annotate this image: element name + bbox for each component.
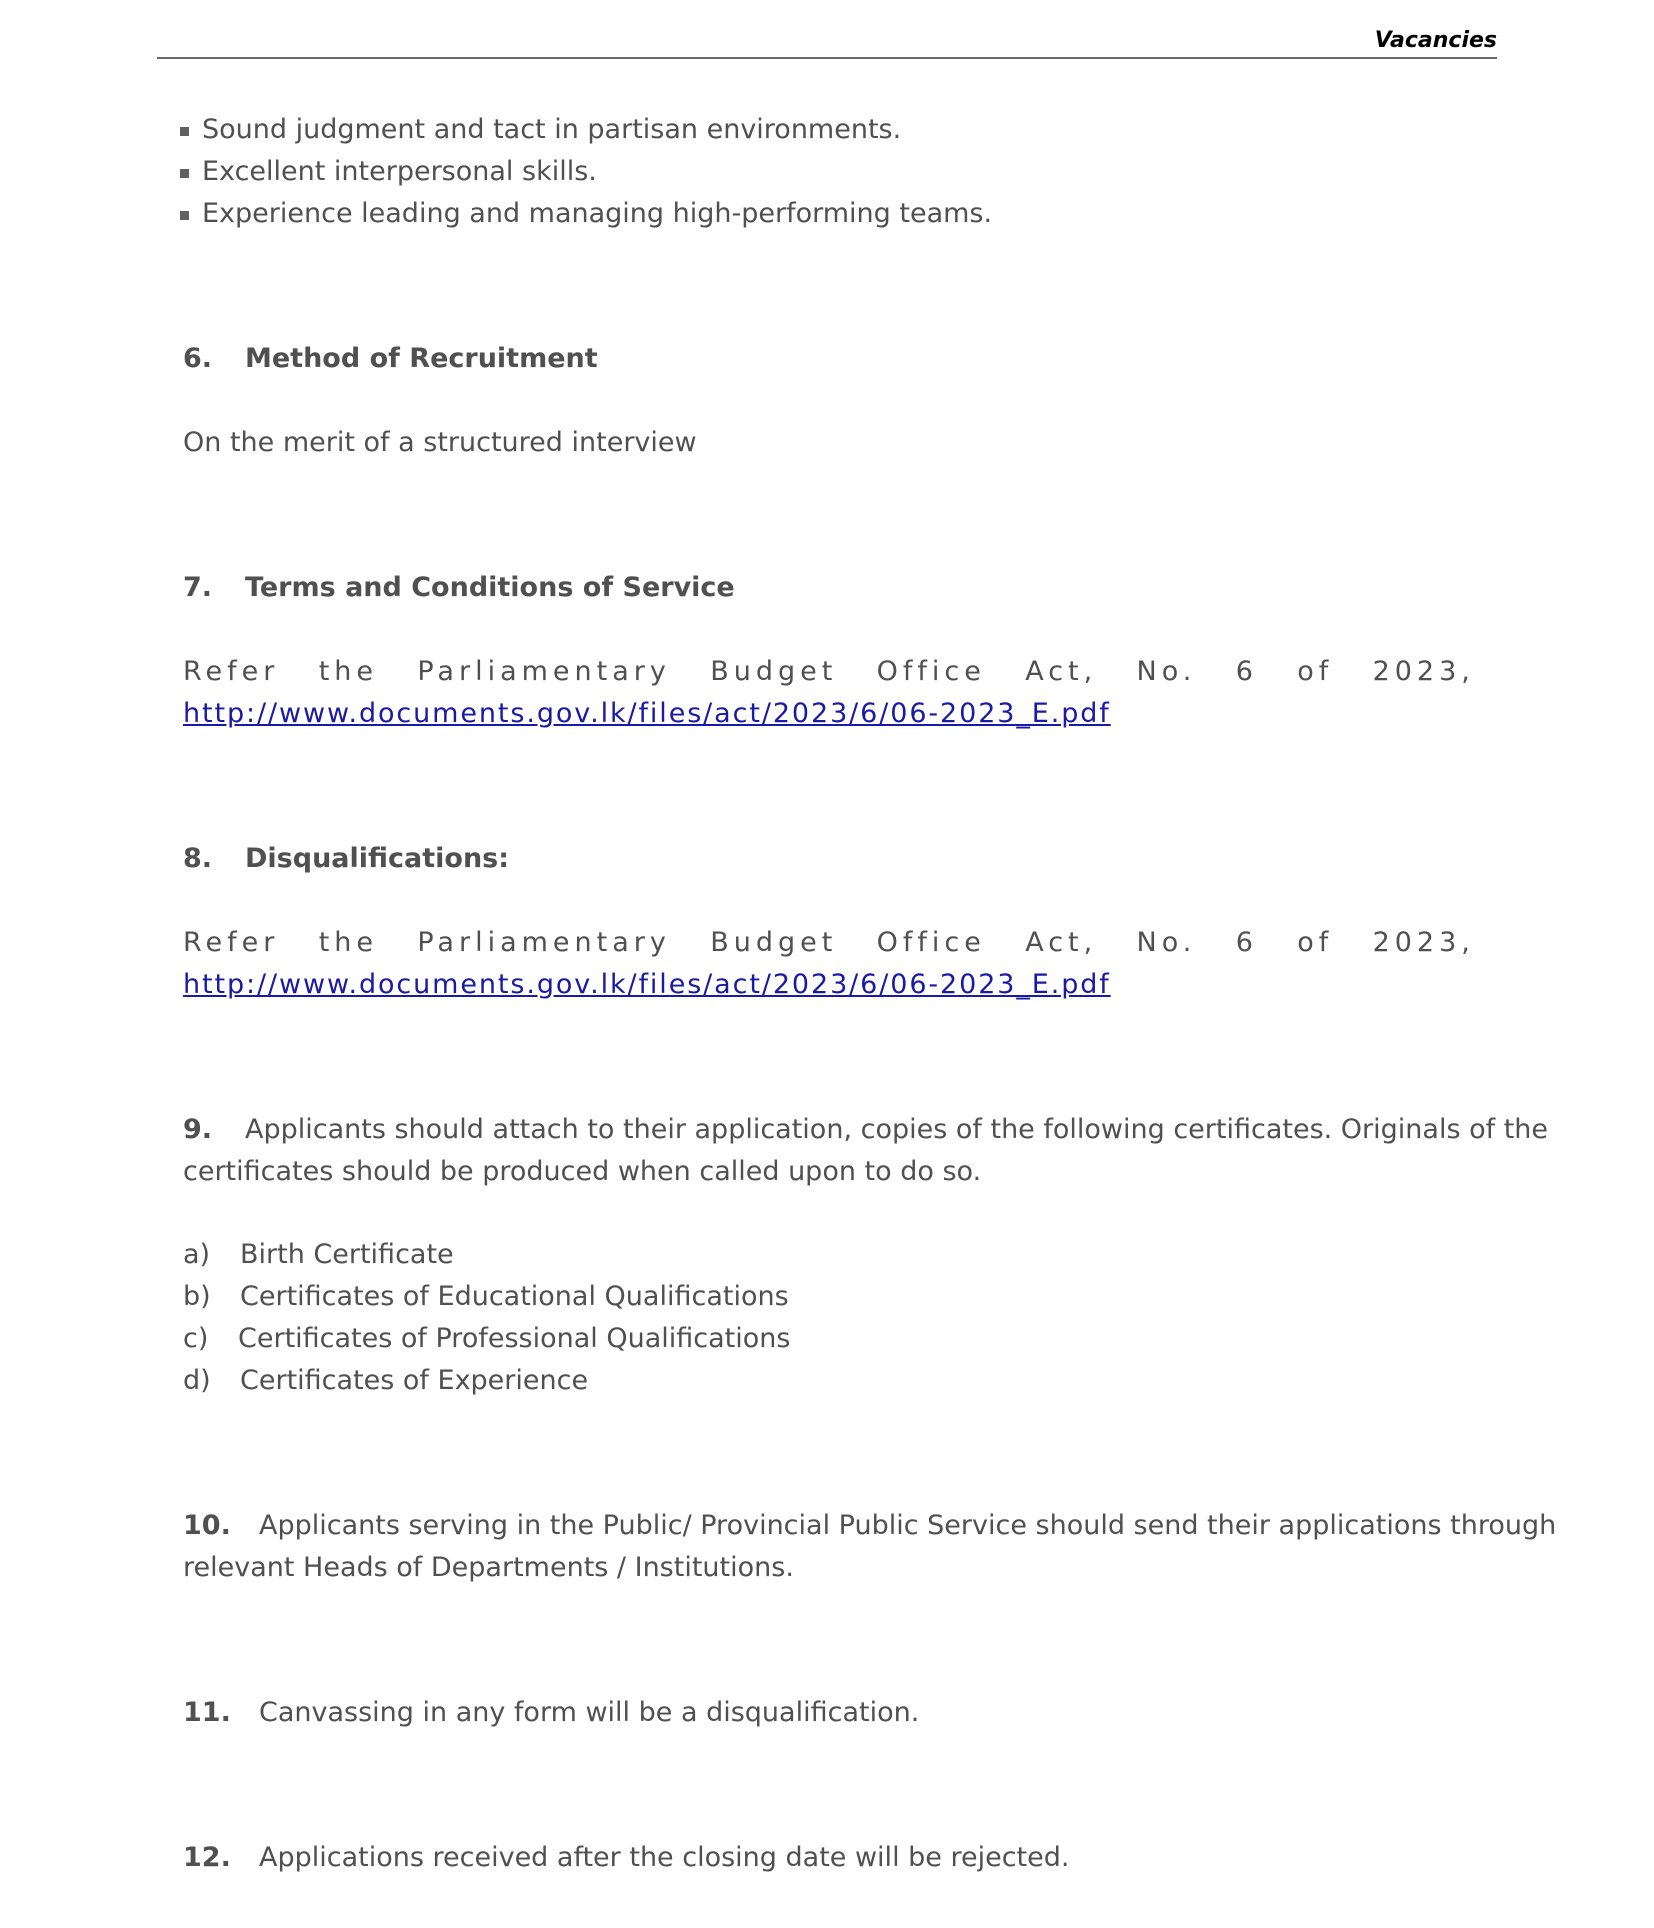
- section-9-line-1: [183, 1109, 1548, 1151]
- word: of: [1297, 927, 1334, 958]
- word: Budget: [710, 656, 838, 687]
- word: of: [1297, 656, 1334, 687]
- section-9-text: Applicants should attach to their application, copies of the following certificates. Originals of the: [245, 1114, 1549, 1145]
- word: 2023,: [1372, 927, 1475, 958]
- section-9-line-2: certificates should be produced when called upon to do so.: [183, 1156, 982, 1187]
- section-6-heading: [183, 338, 598, 380]
- bullet-text: Sound judgment and tact in partisan environments.: [202, 114, 902, 145]
- square-bullet-icon: [180, 211, 189, 220]
- word: 2023,: [1372, 656, 1475, 687]
- certificate-list-item: [183, 1360, 588, 1402]
- word: 6: [1235, 656, 1258, 687]
- header-rule: [157, 57, 1497, 59]
- section-6-body: On the merit of a structured interview: [183, 427, 697, 458]
- section-10-line-2: relevant Heads of Departments / Institutions.: [183, 1552, 794, 1583]
- section-number: 10.: [183, 1510, 231, 1541]
- section-10-text: Applicants serving in the Public/ Provincial Public Service should send their applications through: [259, 1510, 1557, 1541]
- bullet-item: [180, 109, 901, 151]
- section-title: Method of Recruitment: [245, 343, 598, 374]
- word: Act,: [1025, 656, 1098, 687]
- bullet-item: [180, 151, 597, 193]
- section-number: 9.: [183, 1114, 213, 1145]
- list-label: d): [183, 1365, 211, 1396]
- certificate-list-item: [183, 1234, 454, 1276]
- section-12-text: Applications received after the closing date will be rejected.: [259, 1842, 1070, 1873]
- list-label: c): [183, 1323, 209, 1354]
- section-8-heading: [183, 838, 509, 880]
- word: No.: [1136, 656, 1197, 687]
- section-11: [183, 1692, 919, 1734]
- section-11-text: Canvassing in any form will be a disqualification.: [259, 1697, 920, 1728]
- act-pdf-link[interactable]: http://www.documents.gov.lk/files/act/2023/6/06-2023_E.pdf: [183, 698, 1111, 729]
- word: Refer: [183, 927, 280, 958]
- word: Parliamentary: [417, 927, 671, 958]
- list-text: Certificates of Experience: [240, 1365, 589, 1396]
- list-text: Certificates of Professional Qualifications: [238, 1323, 791, 1354]
- bullet-item: [180, 193, 992, 235]
- certificate-list-item: [183, 1318, 790, 1360]
- section-7-heading: [183, 567, 735, 609]
- list-text: Birth Certificate: [240, 1239, 454, 1270]
- word: 6: [1235, 927, 1258, 958]
- bullet-text: Experience leading and managing high-performing teams.: [202, 198, 993, 229]
- square-bullet-icon: [180, 127, 189, 136]
- bullet-text: Excellent interpersonal skills.: [202, 156, 597, 187]
- list-text: Certificates of Educational Qualifications: [240, 1281, 789, 1312]
- section-number: 6.: [183, 343, 213, 374]
- section-number: 8.: [183, 843, 213, 874]
- section-number: 12.: [183, 1842, 231, 1873]
- section-title: Disqualifications:: [245, 843, 510, 874]
- word: Parliamentary: [417, 656, 671, 687]
- word: Budget: [710, 927, 838, 958]
- word: No.: [1136, 927, 1197, 958]
- section-title: Terms and Conditions of Service: [245, 572, 735, 603]
- running-header-title: Vacancies: [1374, 28, 1497, 53]
- word: the: [318, 656, 379, 687]
- word: Office: [876, 927, 986, 958]
- section-10-line-1: [183, 1505, 1556, 1547]
- section-12: [183, 1837, 1069, 1879]
- word: Office: [876, 656, 986, 687]
- certificate-list-item: [183, 1276, 789, 1318]
- word: the: [318, 927, 379, 958]
- section-number: 7.: [183, 572, 213, 603]
- section-7-refer-text: [183, 651, 1475, 693]
- word: Refer: [183, 656, 280, 687]
- list-label: b): [183, 1281, 211, 1312]
- act-pdf-link[interactable]: http://www.documents.gov.lk/files/act/2023/6/06-2023_E.pdf: [183, 969, 1111, 1000]
- list-label: a): [183, 1239, 211, 1270]
- section-8-refer-text: [183, 922, 1475, 964]
- square-bullet-icon: [180, 169, 189, 178]
- section-number: 11.: [183, 1697, 231, 1728]
- word: Act,: [1025, 927, 1098, 958]
